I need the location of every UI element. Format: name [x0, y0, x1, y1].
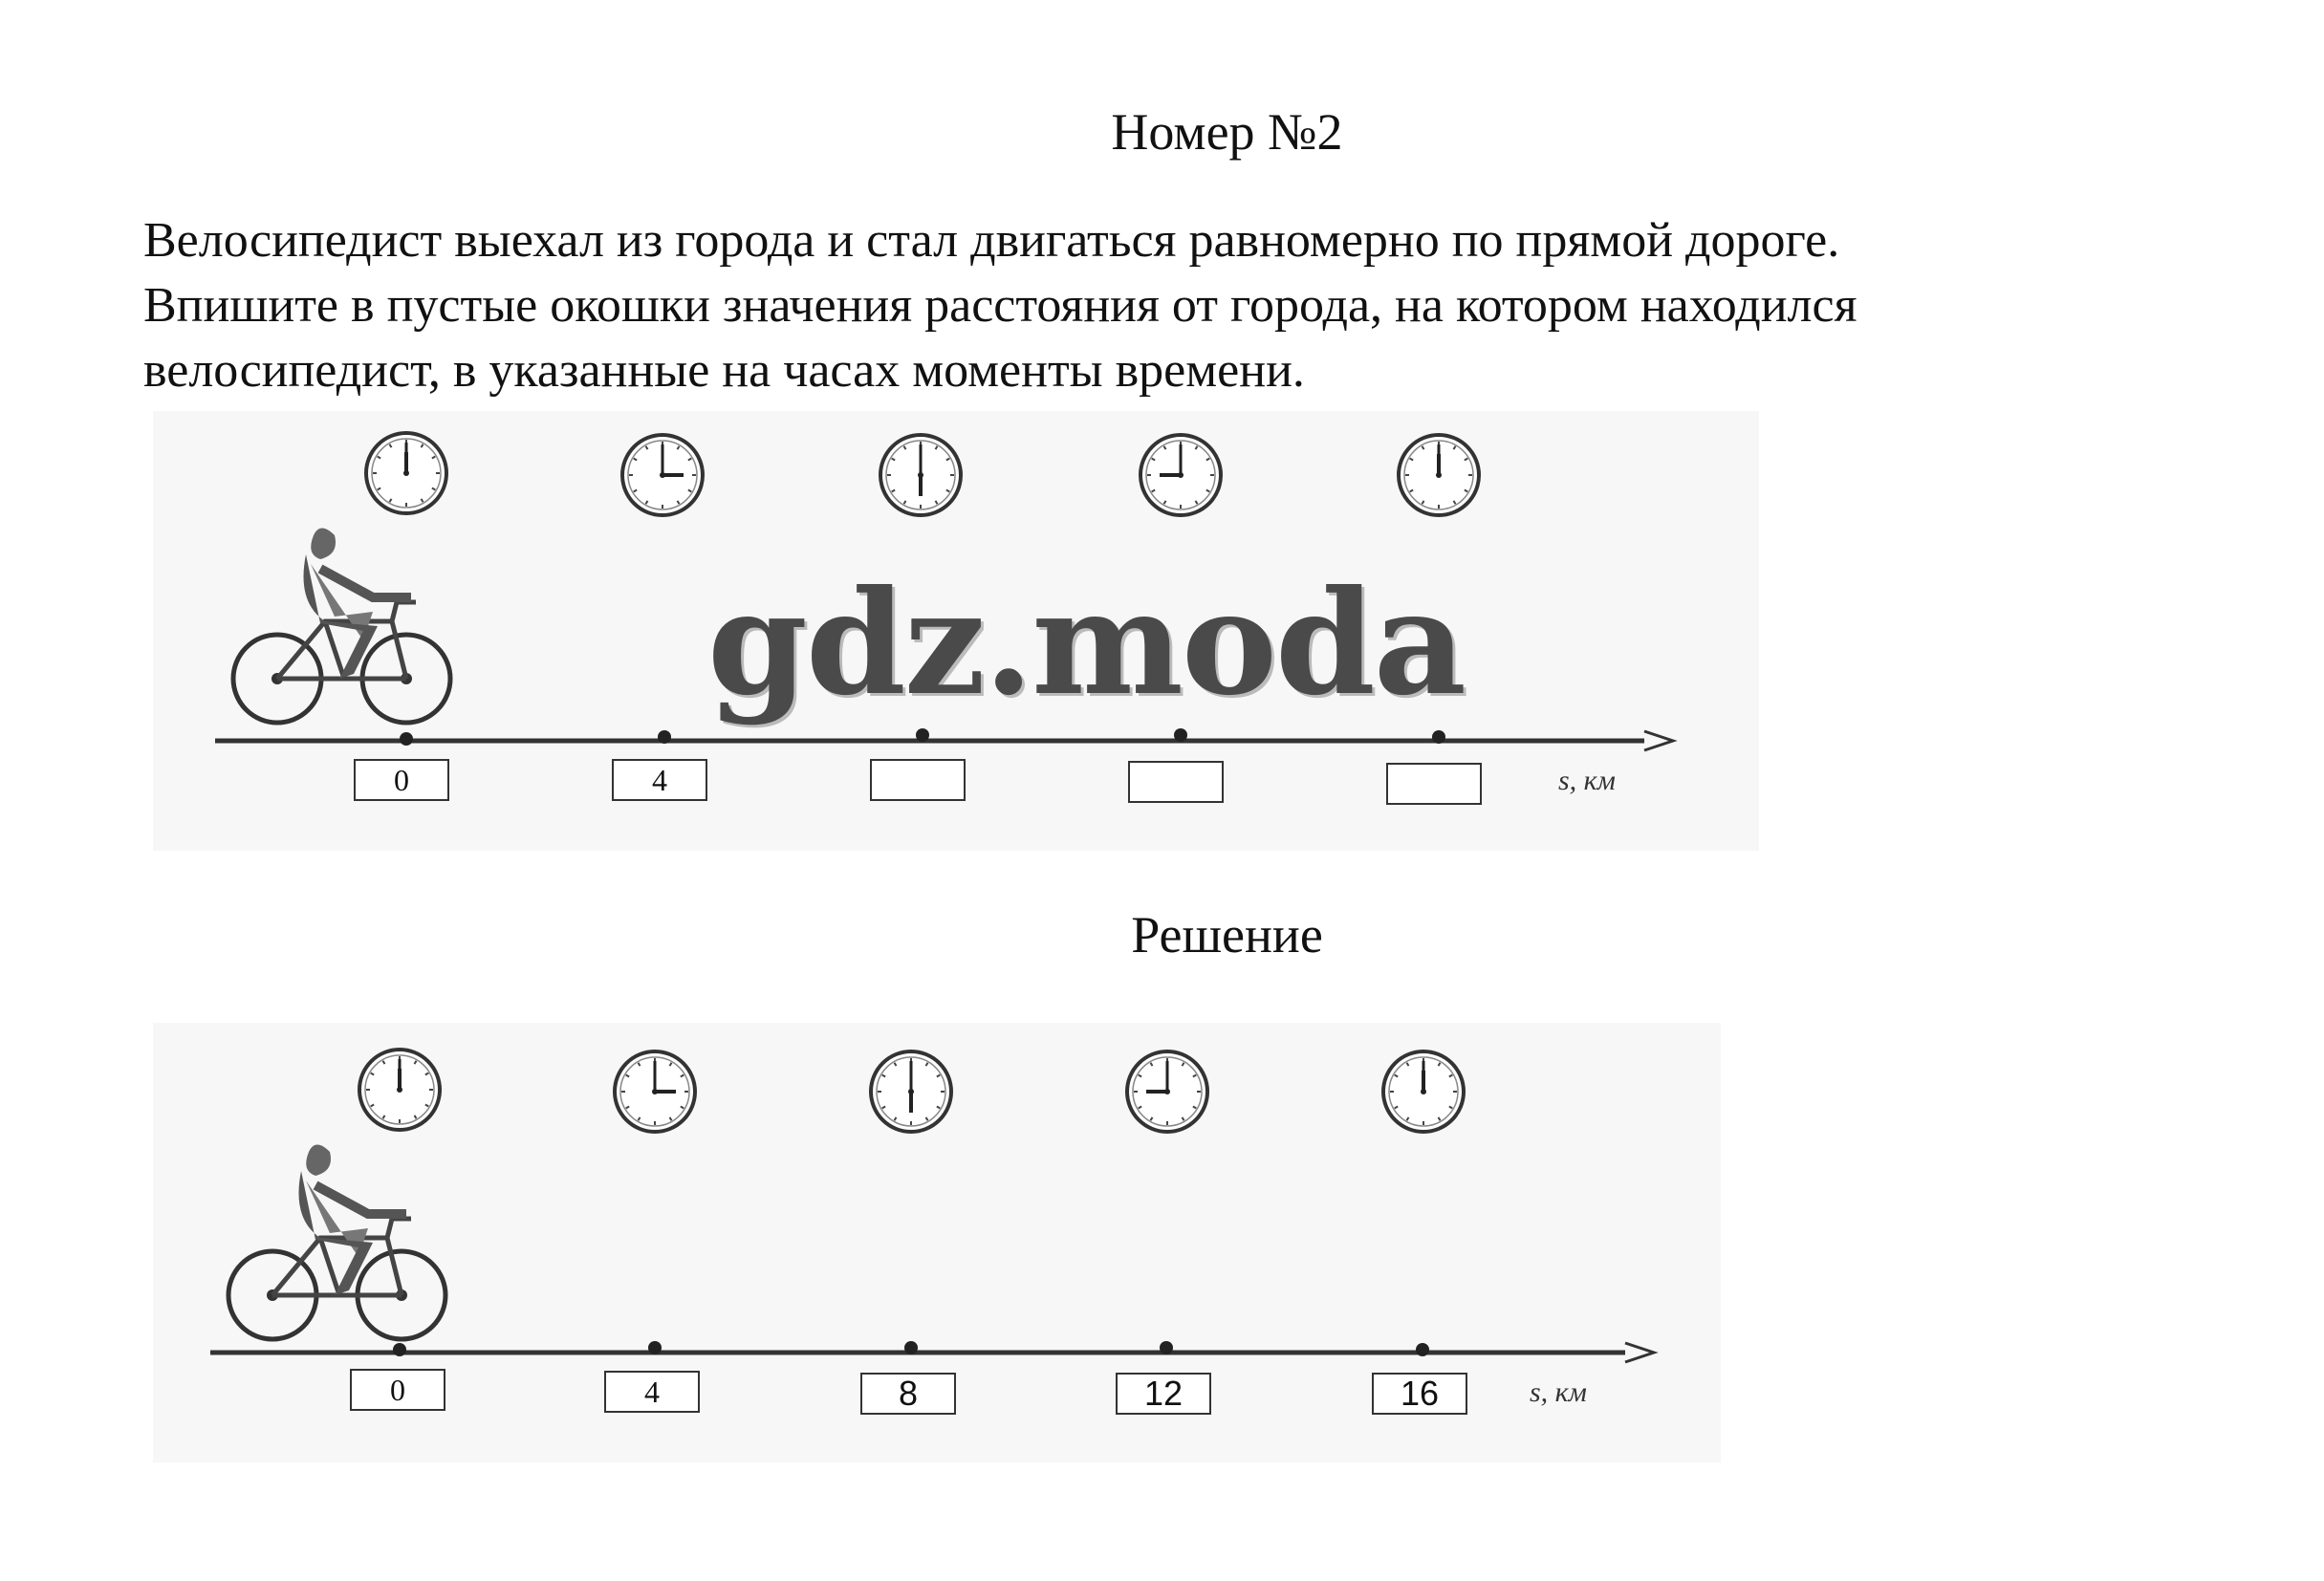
clock-icon	[363, 430, 449, 516]
distance-box: 16	[1372, 1373, 1467, 1415]
task-line-1: Велосипедист выехал из города и стал двигаться равномерно по прямой дороге.	[143, 213, 1840, 268]
arrow-icon	[1625, 1343, 1654, 1362]
arrow-icon	[1644, 731, 1673, 750]
clock-icon	[868, 1049, 954, 1135]
distance-box[interactable]	[1128, 761, 1224, 803]
task-text	[143, 208, 2199, 403]
solution-title: Решение	[1131, 906, 1323, 964]
page-title: Номер №2	[1111, 103, 1343, 161]
distance-box: 12	[1116, 1373, 1211, 1415]
distance-box: 4	[604, 1371, 700, 1413]
clock-icon	[612, 1049, 698, 1135]
distance-box: 0	[354, 759, 449, 801]
distance-box: 0	[350, 1369, 445, 1411]
distance-box: 8	[860, 1373, 956, 1415]
task-line-2: Впишите в пустые окошки значения расстояния от города, на котором находился	[143, 278, 1857, 333]
solution-figure	[153, 1023, 1721, 1462]
clock-icon	[1380, 1049, 1466, 1135]
distance-box: 4	[612, 759, 707, 801]
clock-icon	[878, 432, 964, 518]
clock-icon	[1124, 1049, 1210, 1135]
clock-icon	[1396, 432, 1482, 518]
cyclist-icon	[233, 529, 450, 724]
axis-unit-label: s, км	[1530, 1376, 1587, 1408]
clock-icon	[1138, 432, 1224, 518]
distance-box[interactable]	[1386, 763, 1482, 805]
clock-icon	[357, 1047, 443, 1133]
clock-icon	[619, 432, 706, 518]
cyclist-icon	[228, 1145, 445, 1340]
watermark: gdz.moda	[707, 559, 1466, 727]
axis-unit-label: s, км	[1558, 765, 1616, 796]
task-line-3: велосипедист, в указанные на часах моменты времени.	[143, 343, 1305, 398]
distance-box[interactable]	[870, 759, 966, 801]
